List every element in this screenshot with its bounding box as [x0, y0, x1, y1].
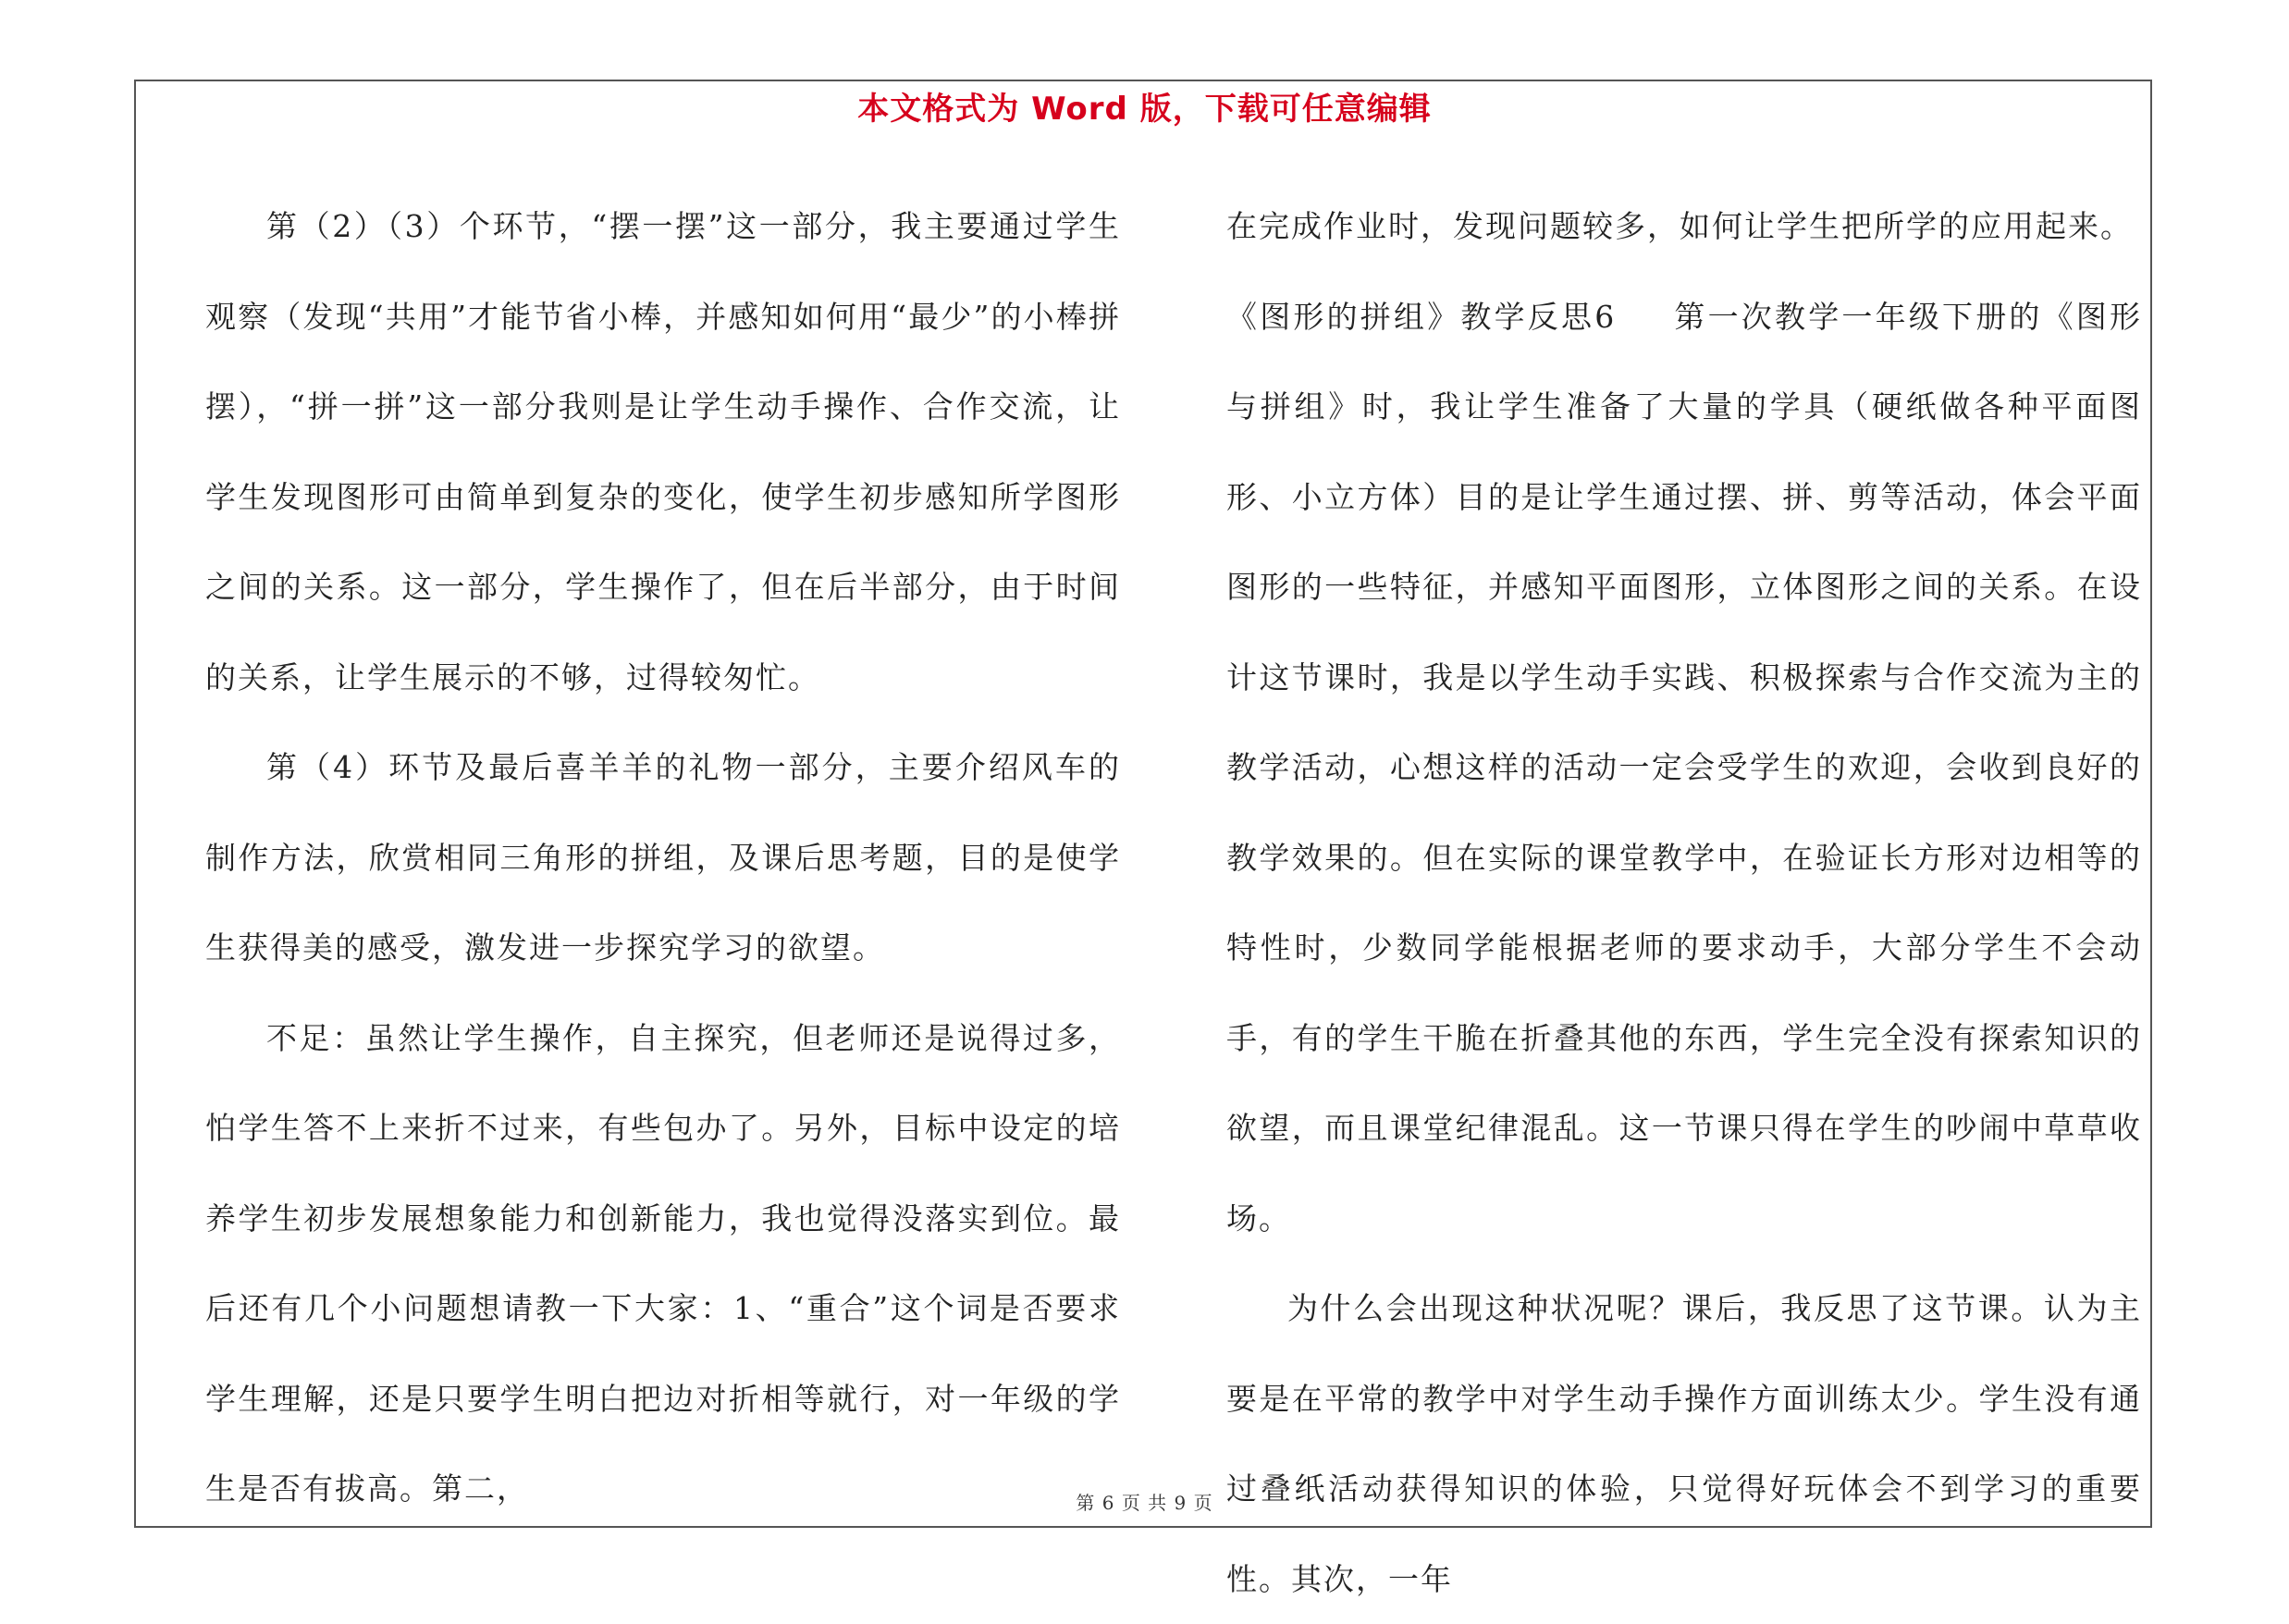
paragraph-pinwheel-section: 第（4）环节及最后喜羊羊的礼物一部分，主要介绍风车的制作方法，欣赏相同三角形的拼组，及课后思考题，目的是使学生获得美的感受，激发进一步探究学习的欲望。 [205, 749, 1121, 966]
paragraph-why: 为什么会出现这种状况呢？课后，我反思了这节课。认为主要是在平常的教学中对学生动手操作方面训练太少。学生没有通过叠纸活动获得知识的体验，只觉得好玩体会不到学习的重要性。其次，一年 [1226, 1290, 2142, 1597]
right-text-column [1226, 181, 2142, 1624]
page-number-footer: 第 6 页 共 9 页 [1076, 1492, 1213, 1514]
paragraph-shortcomings: 不足：虽然让学生操作，自主探究，但老师还是说得过多，怕学生答不上来折不过来，有些包办了。另外，目标中设定的培养学生初步发展想象能力和创新能力，我也觉得没落实到位。最后还有几个小问题想请教一下大家：1、“重合”这个词是否要求学生理解，还是只要学生明白把边对折相等就行，对一年级的学生是否有拔高。第二， [205, 1019, 1121, 1507]
paragraph-reflection-6 [1226, 272, 2142, 1264]
section-heading: 《图形的拼组》教学反思6 [1226, 298, 1617, 335]
paragraph-continuation: 在完成作业时，发现问题较多，如何让学生把所学的应用起来。 [1226, 208, 2133, 244]
word-format-banner: 本文格式为 Word 版，下载可任意编辑 [857, 91, 1432, 128]
paragraph-activity-steps: 第（2）（3）个环节，“摆一摆”这一部分，我主要通过学生观察（发现“共用”才能节省小棒，并感知如何用“最少”的小棒拼摆），“拼一拼”这一部分我则是让学生动手操作、合作交流，让学生发现图形可由简单到复杂的变化，使学生初步感知所学图形之间的关系。这一部分，学生操作了，但在后半部分，由于时间的关系，让学生展示的不够，过得较匆忙。 [205, 208, 1121, 695]
section-body: 第一次教学一年级下册的《图形与拼组》时，我让学生准备了大量的学具（硬纸做各种平面图形、小立方体）目的是让学生通过摆、拼、剪等活动，体会平面图形的一些特征，并感知平面图形，立体图形之间的关系。在设计这节课时，我是以学生动手实践、积极探索与合作交流为主的教学活动，心想这样的活动一定会受学生的欢迎，会收到良好的教学效果的。但在实际的课堂教学中，在验证长方形对边相等的特性时，少数同学能根据老师的要求动手，大部分学生不会动手，有的学生干脆在折叠其他的东西，学生完全没有探索知识的欲望，而且课堂纪律混乱。这一节课只得在学生的吵闹中草草收场。 [1226, 298, 2143, 1236]
left-text-column [205, 181, 1121, 1534]
